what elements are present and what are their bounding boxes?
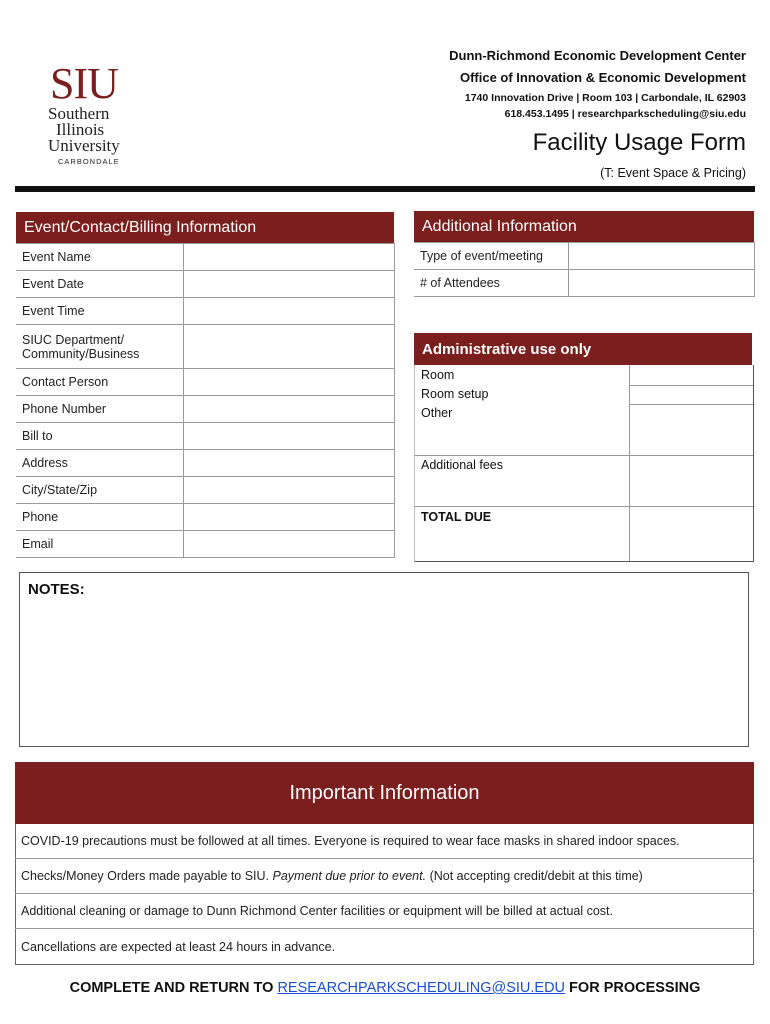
header-divider — [15, 186, 755, 192]
event-field-label: Contact Person — [16, 369, 184, 396]
event-field-input[interactable] — [184, 531, 395, 558]
admin-total-due-label: TOTAL DUE — [421, 510, 492, 524]
event-section-heading: Event/Contact/Billing Information — [16, 212, 394, 243]
attendees-label: # of Attendees — [414, 270, 569, 297]
event-field-input[interactable] — [184, 423, 395, 450]
event-row — [16, 396, 395, 423]
admin-total-due-field[interactable] — [630, 507, 753, 561]
attendees-field[interactable] — [569, 270, 755, 297]
event-field-label: Event Name — [16, 244, 184, 271]
footer-instruction — [0, 980, 770, 996]
event-field-input[interactable] — [184, 369, 395, 396]
payment-text-a: Checks/Money Orders made payable to SIU. — [21, 869, 270, 883]
event-fields-table — [16, 243, 395, 558]
admin-other-field[interactable] — [630, 405, 753, 455]
event-field-input[interactable] — [184, 396, 395, 423]
event-field-label: City/State/Zip — [16, 477, 184, 504]
siu-logo-abbr: SIU — [50, 59, 118, 108]
admin-additional-fees-label: Additional fees — [421, 458, 504, 472]
event-field-label: Address — [16, 450, 184, 477]
event-row — [16, 450, 395, 477]
event-row — [16, 369, 395, 396]
form-subtitle: (T: Event Space & Pricing) — [600, 166, 746, 180]
header-office: Office of Innovation & Economic Development — [459, 70, 746, 85]
event-field-label: Email — [16, 531, 184, 558]
event-field-label: Phone — [16, 504, 184, 531]
event-row — [16, 325, 395, 369]
logo-line-southern: Southern — [48, 104, 110, 123]
important-info-heading: Important Information — [15, 762, 754, 824]
event-field-label: SIUC Department/ Community/Business — [16, 325, 184, 369]
event-field-label: Phone Number — [16, 396, 184, 423]
event-row — [16, 477, 395, 504]
additional-fields-table — [414, 242, 755, 297]
event-field-label: Event Time — [16, 298, 184, 325]
event-field-label: Bill to — [16, 423, 184, 450]
footer-prefix: COMPLETE AND RETURN TO — [69, 980, 278, 996]
event-field-input[interactable] — [184, 325, 395, 369]
type-of-event-field[interactable] — [569, 243, 755, 270]
important-line-covid: COVID-19 precautions must be followed at all times. Everyone is required to wear face masks in shared indoor spaces. — [15, 824, 754, 859]
payment-text-b: Payment due prior to event. — [272, 869, 427, 883]
admin-other-label: Other — [421, 406, 453, 420]
admin-room-label: Room — [421, 368, 455, 382]
admin-room-setup-label: Room setup — [421, 387, 489, 401]
admin-room-setup-field[interactable] — [630, 386, 753, 404]
important-line-payment — [15, 859, 754, 894]
header-center-name: Dunn-Richmond Economic Development Center — [449, 48, 746, 63]
event-field-input[interactable] — [184, 271, 395, 298]
event-row — [16, 298, 395, 325]
logo-line-carbondale: CARBONDALE — [58, 157, 120, 166]
admin-room-field[interactable] — [630, 365, 753, 385]
additional-section-heading: Additional Information — [414, 211, 754, 242]
type-of-event-label: Type of event/meeting — [414, 243, 569, 270]
payment-text-c: (Not accepting credit/debit at this time) — [429, 869, 643, 883]
event-field-input[interactable] — [184, 477, 395, 504]
event-row — [16, 271, 395, 298]
notes-box[interactable] — [19, 572, 749, 747]
header-address: 1740 Innovation Drive | Room 103 | Carbondale, IL 62903 — [464, 92, 746, 104]
notes-label: NOTES: — [28, 581, 85, 598]
form-title: Facility Usage Form — [532, 129, 746, 156]
event-row — [16, 423, 395, 450]
important-line-cancellation: Cancellations are expected at least 24 hours in advance. — [21, 939, 336, 954]
logo-line-university: University — [48, 136, 120, 155]
event-row — [16, 244, 395, 271]
logo-line-illinois: Illinois — [56, 120, 105, 139]
event-field-input[interactable] — [184, 298, 395, 325]
header-contact: 618.453.1495 | researchparkscheduling@siu.edu — [504, 108, 746, 120]
footer-email-link[interactable]: RESEARCHPARKSCHEDULING@SIU.EDU — [277, 980, 566, 996]
admin-box — [414, 365, 754, 562]
event-field-input[interactable] — [184, 504, 395, 531]
admin-section-heading: Administrative use only — [414, 333, 752, 365]
footer-suffix: FOR PROCESSING — [565, 980, 701, 996]
admin-additional-fees-field[interactable] — [630, 456, 753, 506]
event-row — [16, 531, 395, 558]
event-row — [16, 504, 395, 531]
event-field-label: Event Date — [16, 271, 184, 298]
event-field-input[interactable] — [184, 450, 395, 477]
event-field-input[interactable] — [184, 244, 395, 271]
important-line-cleaning: Additional cleaning or damage to Dunn Richmond Center facilities or equipment will be billed at actual cost. — [15, 894, 754, 929]
